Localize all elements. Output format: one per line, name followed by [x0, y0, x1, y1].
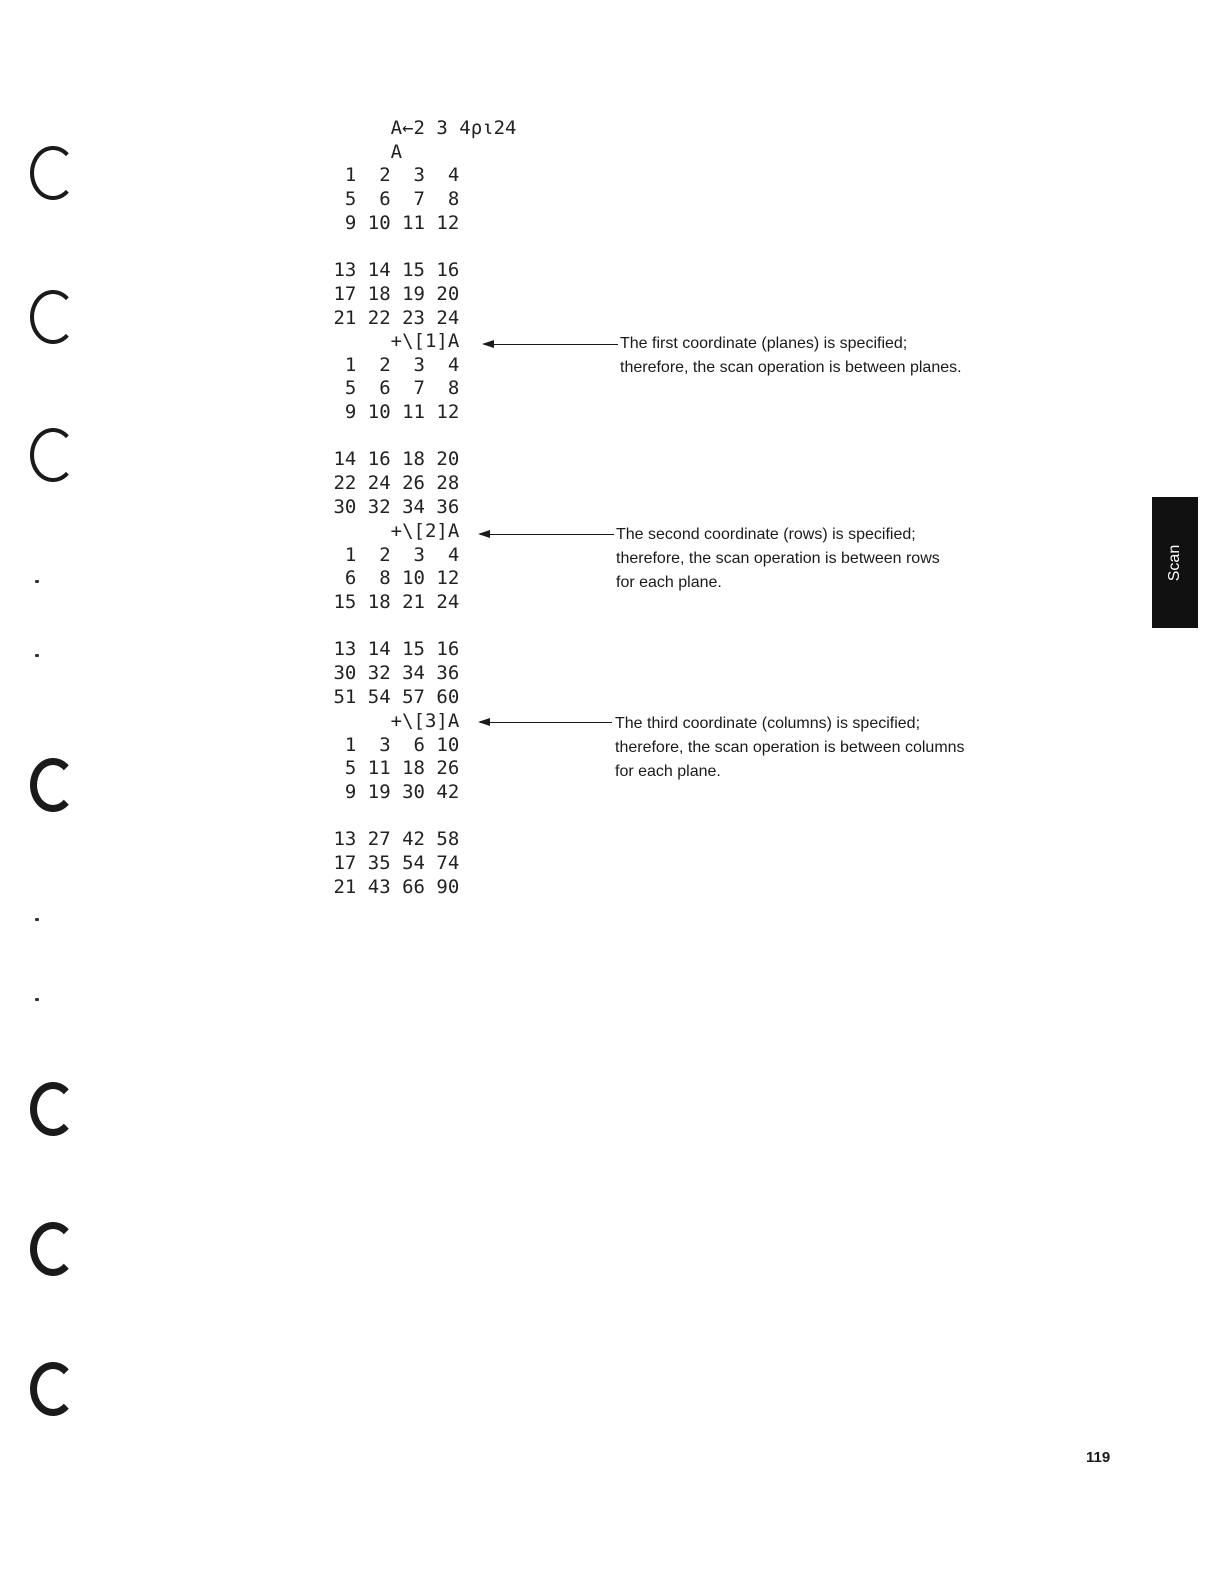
code-line: 9 10 11 12	[322, 401, 460, 424]
note-line: therefore, the scan operation is between columns	[615, 739, 965, 756]
code-line	[322, 615, 459, 639]
callout-arrow-columns	[480, 722, 612, 723]
binder-hole-mark	[30, 1082, 76, 1136]
binder-hole-mark	[30, 1222, 76, 1276]
code-line: 22 24 26 28	[322, 472, 460, 495]
code-line: 17 18 19 20	[322, 282, 460, 305]
note-line: The first coordinate (planes) is specified;	[620, 335, 908, 352]
code-line: A←2 3 4⍴⍳24	[322, 117, 517, 139]
scan-speck	[35, 580, 39, 583]
code-line: +\[1]A	[322, 330, 460, 352]
page-number: 119	[1086, 1449, 1111, 1466]
code-line: 13 14 15 16	[322, 638, 460, 661]
scan-speck	[35, 918, 39, 921]
binder-hole-mark	[30, 758, 76, 812]
code-line: 17 35 54 74	[322, 852, 460, 875]
callout-arrow-planes	[484, 344, 618, 345]
binder-hole-mark	[30, 290, 76, 344]
apl-block-2	[322, 330, 459, 520]
code-line: 1 2 3 4	[322, 543, 460, 566]
code-line: 30 32 34 36	[322, 495, 460, 518]
note-rows	[616, 523, 940, 595]
binder-hole-mark	[30, 146, 76, 200]
note-line: for each plane.	[616, 574, 722, 591]
code-line: 30 32 34 36	[322, 662, 460, 685]
section-tab	[1152, 497, 1198, 628]
code-line: 15 18 21 24	[322, 591, 460, 614]
note-line: therefore, the scan operation is between rows	[616, 550, 940, 567]
code-line: 5 11 18 26	[322, 757, 460, 780]
code-line: +\[2]A	[322, 520, 460, 542]
code-line: 1 3 6 10	[322, 733, 460, 756]
code-line: 5 6 7 8	[322, 188, 460, 211]
code-line: 21 43 66 90	[322, 875, 460, 898]
code-line: 13 14 15 16	[322, 259, 460, 282]
code-line: A	[322, 140, 403, 163]
code-line: 9 10 11 12	[322, 211, 460, 234]
code-line: 1 2 3 4	[322, 353, 460, 376]
code-line	[322, 425, 459, 449]
section-tab-label: Scan	[1166, 544, 1183, 581]
apl-block-4	[322, 710, 459, 900]
code-line: 14 16 18 20	[322, 448, 460, 471]
note-columns	[615, 712, 965, 784]
scan-speck	[35, 998, 39, 1001]
code-line: +\[3]A	[322, 710, 460, 732]
code-line	[322, 805, 459, 829]
code-line: 6 8 10 12	[322, 567, 460, 590]
code-line: 9 19 30 42	[322, 781, 460, 804]
binder-hole-mark	[30, 428, 76, 482]
code-line: 5 6 7 8	[322, 377, 460, 400]
code-line: 13 27 42 58	[322, 828, 460, 851]
apl-block-3	[322, 520, 459, 710]
note-line: for each plane.	[615, 763, 721, 780]
note-line: The second coordinate (rows) is specified;	[616, 526, 916, 543]
binder-hole-mark	[30, 1362, 76, 1416]
code-line: 21 22 23 24	[322, 306, 460, 329]
callout-arrow-rows	[480, 534, 614, 535]
apl-block-1	[322, 117, 516, 330]
scan-speck	[35, 654, 39, 657]
note-planes	[620, 332, 962, 380]
code-line: 51 54 57 60	[322, 685, 460, 708]
note-line: therefore, the scan operation is between planes.	[620, 359, 962, 376]
note-line: The third coordinate (columns) is specified;	[615, 715, 921, 732]
code-line	[322, 235, 516, 259]
code-line: 1 2 3 4	[322, 164, 460, 187]
